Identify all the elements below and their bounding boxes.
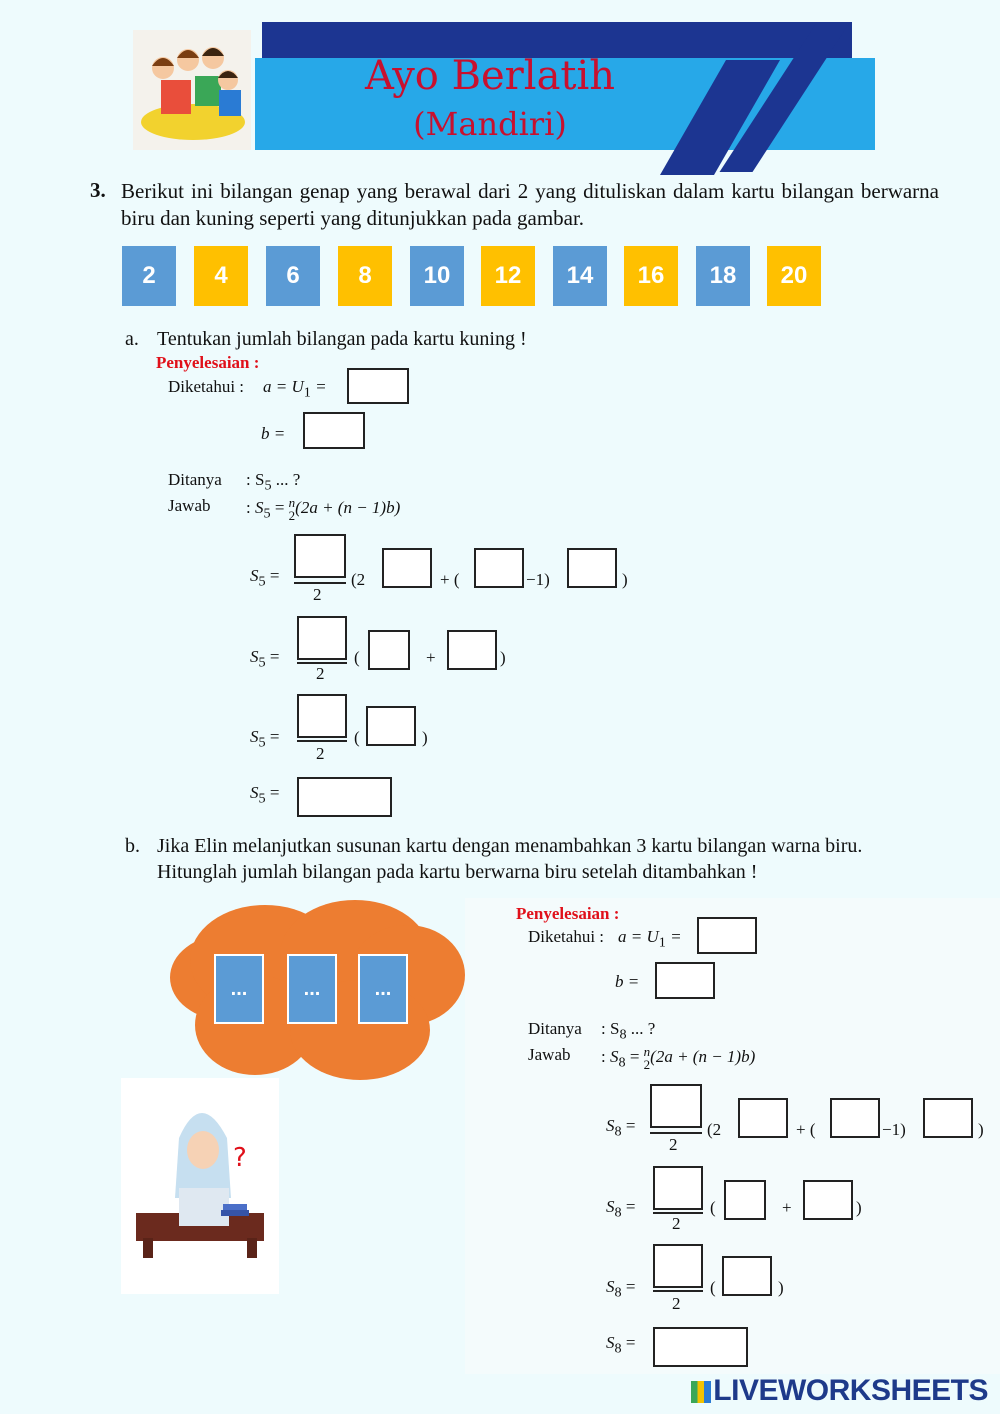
input-box[interactable] — [567, 548, 617, 588]
input-box[interactable] — [366, 706, 416, 746]
thought-card: ... — [287, 954, 337, 1024]
denominator: 2 — [316, 664, 325, 683]
number-card: 6 — [266, 246, 320, 306]
thinking-girl-illustration — [121, 1078, 279, 1294]
number-card: 4 — [194, 246, 248, 306]
answer-box[interactable] — [297, 777, 392, 817]
minus-one: −1) — [526, 570, 550, 589]
part-b-text: Jika Elin melanjutkan susunan kartu dengan menambahkan 3 kartu bilangan warna biru. Hitunglah jumlah bilangan pada kartu berwarna biru setelah ditambahkan ! — [157, 835, 863, 883]
answer-box[interactable] — [653, 1327, 748, 1367]
fraction-line — [294, 582, 346, 584]
sum-label: $S_8$ = — [606, 1277, 636, 1301]
sum-label: $S_8$ = — [606, 1333, 636, 1357]
input-box[interactable] — [297, 616, 347, 660]
denominator: 2 — [672, 1294, 681, 1313]
input-box[interactable] — [294, 534, 346, 578]
sum-label: $S_8$ = — [606, 1116, 636, 1140]
plus-sign: + — [782, 1198, 792, 1217]
fraction-line — [650, 1132, 702, 1134]
number-card: 8 — [338, 246, 392, 306]
logo-icon — [691, 1381, 711, 1403]
part-a-asked: : $S_5$ ... ? — [246, 470, 301, 494]
sum-label: $S_5$ = — [250, 783, 280, 807]
part-b-input-b[interactable] — [655, 962, 715, 999]
open-paren: ( — [710, 1198, 716, 1217]
part-a-known-a: $a = U_1$ = — [263, 377, 327, 401]
input-box[interactable] — [923, 1098, 973, 1138]
part-b-answer-label: Jawab — [528, 1045, 571, 1064]
page-title: Ayo Berlatih — [364, 53, 616, 99]
part-b-known-b: b = — [615, 972, 640, 991]
fraction-line — [297, 740, 347, 742]
part-a-answer-label: Jawab — [168, 496, 211, 515]
part-a-text: Tentukan jumlah bilangan pada kartu kuning ! — [157, 328, 527, 350]
input-box[interactable] — [382, 548, 432, 588]
fraction-line — [653, 1290, 703, 1292]
close-paren: ) — [856, 1198, 862, 1217]
liveworksheets-logo: LIVEWORKSHEETS — [691, 1374, 988, 1408]
open-paren: ( — [354, 648, 360, 667]
number-card: 20 — [767, 246, 821, 306]
denominator: 2 — [313, 585, 322, 604]
part-b-input-a[interactable] — [697, 917, 757, 954]
number-card: 16 — [624, 246, 678, 306]
input-box[interactable] — [368, 630, 410, 670]
question-number: 3. — [90, 178, 106, 202]
part-b-known-label: Diketahui : — [528, 927, 605, 946]
close-paren: ) — [778, 1278, 784, 1297]
part-b-solution-label: Penyelesaian : — [516, 904, 620, 923]
denominator: 2 — [316, 744, 325, 763]
input-box[interactable] — [650, 1084, 702, 1128]
input-box[interactable] — [297, 694, 347, 738]
part-b-formula: : $S_8 = n$ 2(2a + (n − 1)b) — [601, 1044, 756, 1072]
part-b-solution-panel — [465, 898, 1000, 1374]
thought-card: ... — [214, 954, 264, 1024]
input-box[interactable] — [474, 548, 524, 588]
part-b-asked: : $S_8$ ... ? — [601, 1019, 656, 1043]
input-box[interactable] — [830, 1098, 880, 1138]
number-card: 2 — [122, 246, 176, 306]
sum-label: $S_5$ = — [250, 566, 280, 590]
input-box[interactable] — [722, 1256, 772, 1296]
part-a-solution-label: Penyelesaian : — [156, 353, 260, 372]
plus-paren: + ( — [796, 1120, 816, 1139]
svg-text:?: ? — [233, 1143, 247, 1173]
part-a-input-b[interactable] — [303, 412, 365, 449]
part-b-label: b. — [125, 835, 140, 857]
question-text: Berikut ini bilangan genap yang berawal dari 2 yang dituliskan dalam kartu bilangan berwarna biru dan kuning seperti yang ditunjukkan pada gambar. — [121, 179, 939, 230]
minus-one: −1) — [882, 1120, 906, 1139]
sum-label: $S_8$ = — [606, 1197, 636, 1221]
sum-label: $S_5$ = — [250, 647, 280, 671]
plus-paren: + ( — [440, 570, 460, 589]
close-paren: ) — [422, 728, 428, 747]
number-card: 18 — [696, 246, 750, 306]
input-box[interactable] — [653, 1166, 703, 1210]
page-subtitle: (Mandiri) — [413, 105, 567, 143]
input-box[interactable] — [447, 630, 497, 670]
denominator: 2 — [672, 1214, 681, 1233]
part-a-input-a[interactable] — [347, 368, 409, 404]
close-paren: ) — [500, 648, 506, 667]
part-a-label: a. — [125, 328, 139, 350]
part-a-asked-label: Ditanya — [168, 470, 222, 489]
input-box[interactable] — [653, 1244, 703, 1288]
close-paren: ) — [978, 1120, 984, 1139]
close-paren: ) — [622, 570, 628, 589]
open-paren: ( — [710, 1278, 716, 1297]
part-b-known-a: $a = U_1$ = — [618, 927, 682, 951]
number-card: 10 — [410, 246, 464, 306]
input-box[interactable] — [724, 1180, 766, 1220]
part-a-known-b: b = — [261, 424, 286, 443]
paren-two: (2 — [351, 570, 366, 589]
thought-card: ... — [358, 954, 408, 1024]
open-paren: ( — [354, 728, 360, 747]
part-b-asked-label: Ditanya — [528, 1019, 582, 1038]
sum-label: $S_5$ = — [250, 727, 280, 751]
input-box[interactable] — [738, 1098, 788, 1138]
children-reading-illustration — [133, 30, 251, 150]
input-box[interactable] — [803, 1180, 853, 1220]
paren-two: (2 — [707, 1120, 722, 1139]
denominator: 2 — [669, 1135, 678, 1154]
number-card: 14 — [553, 246, 607, 306]
part-a-formula: : $S_5 = n$ 2(2a + (n − 1)b) — [246, 495, 401, 523]
part-a-known-label: Diketahui : — [168, 377, 245, 396]
number-card: 12 — [481, 246, 535, 306]
plus-sign: + — [426, 648, 436, 667]
